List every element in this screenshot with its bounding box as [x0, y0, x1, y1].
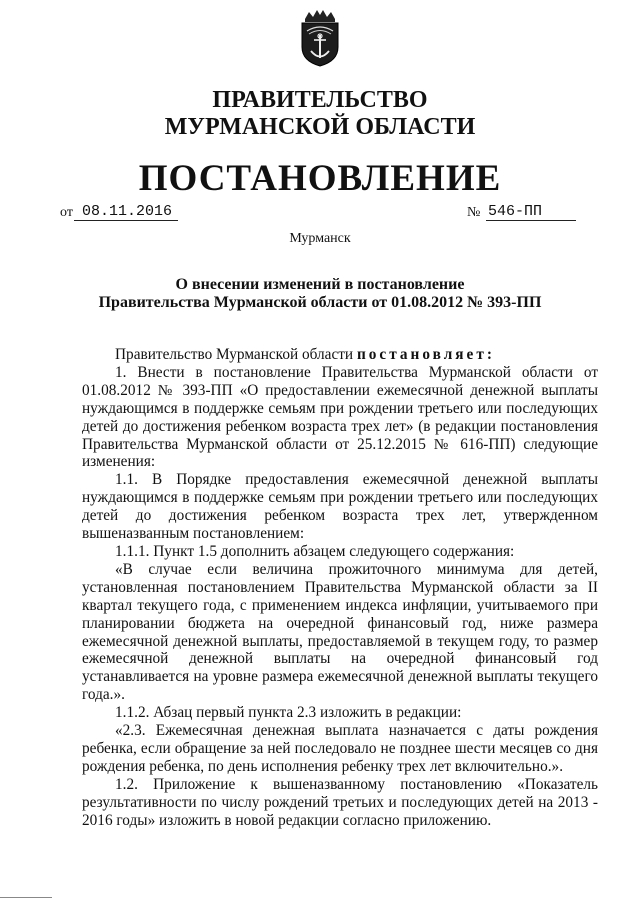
footer-divider	[0, 897, 52, 898]
subject-line1: О внесении изменений в постановление	[175, 276, 465, 293]
intro-paragraph	[82, 346, 598, 364]
subject-line2: Правительства Мурманской области от 01.08.2012 № 393-ПП	[98, 294, 542, 311]
document-date: 08.11.2016	[74, 204, 178, 221]
paragraph-1-1-1: 1.1.1. Пункт 1.5 дополнить абзацем следующего содержания:	[115, 542, 515, 560]
coat-of-arms-icon	[297, 9, 343, 67]
city-name: Мурманск	[289, 231, 351, 246]
document-number: 546-ПП	[486, 204, 576, 221]
quote-paragraph-2: «2.3. Ежемесячная денежная выплата назначается с даты рождения ребенка, если обращение за ней последовало не позднее шести месяцев со дня рождения ребенка, по день исполнения ребенку трех лет включительно.».	[82, 722, 598, 775]
quote-paragraph-1: «В случае если величина прожиточного минимума для детей, установленная постановлением Правительства Мурманской области за II квартал текущего года, с применением индекса инфляции, учитываемого при планировании бюджета на очередной финансовый год, ниже размера ежемесячной денежной выплаты, предоставляемой в текущем году, то размер ежемесячной денежной выплаты на очередной финансовый год устанавливается на уровне размера ежемесячной денежной выплаты текущего года.».	[82, 560, 598, 704]
document-type-title: ПОСТАНОВЛЕНИЕ	[138, 158, 502, 199]
document-body	[82, 346, 598, 829]
paragraph-1-2: 1.2. Приложение к вышеназванному постановлению «Показатель результативности по числу рождений третьих и последующих детей на 2013 - 2016 годы» изложить в новой редакции согласно приложению.	[82, 775, 598, 829]
number-label: №	[467, 205, 481, 220]
paragraph-1: 1. Внести в постановление Правительства Мурманской области от 01.08.2012 № 393-ПП «О предоставлении ежемесячной денежной выплаты нуждающимся в поддержке семьям при рождении третьего или последующих детей до достижения ребенком возраста трех лет» (в редакции постановления Правительства Мурманской области от 25.12.2015 № 616-ПП) следующие изменения:	[82, 363, 598, 471]
decree-word: постановляет:	[356, 346, 495, 363]
government-name-line2: МУРМАНСКОЙ ОБЛАСТИ	[164, 114, 476, 140]
government-name-line1: ПРАВИТЕЛЬСТВО	[212, 87, 428, 113]
date-label: от	[60, 205, 73, 220]
paragraph-1-1-2: 1.1.2. Абзац первый пункта 2.3 изложить в редакции:	[115, 704, 462, 722]
paragraph-1-1: 1.1. В Порядке предоставления ежемесячной денежной выплаты нуждающимся в поддержке семьям при рождении третьего или последующих детей до достижения ребенком возраста трех лет, утвержденном вышеназванным постановлением:	[82, 471, 598, 543]
intro-text: Правительство Мурманской области	[115, 346, 357, 363]
